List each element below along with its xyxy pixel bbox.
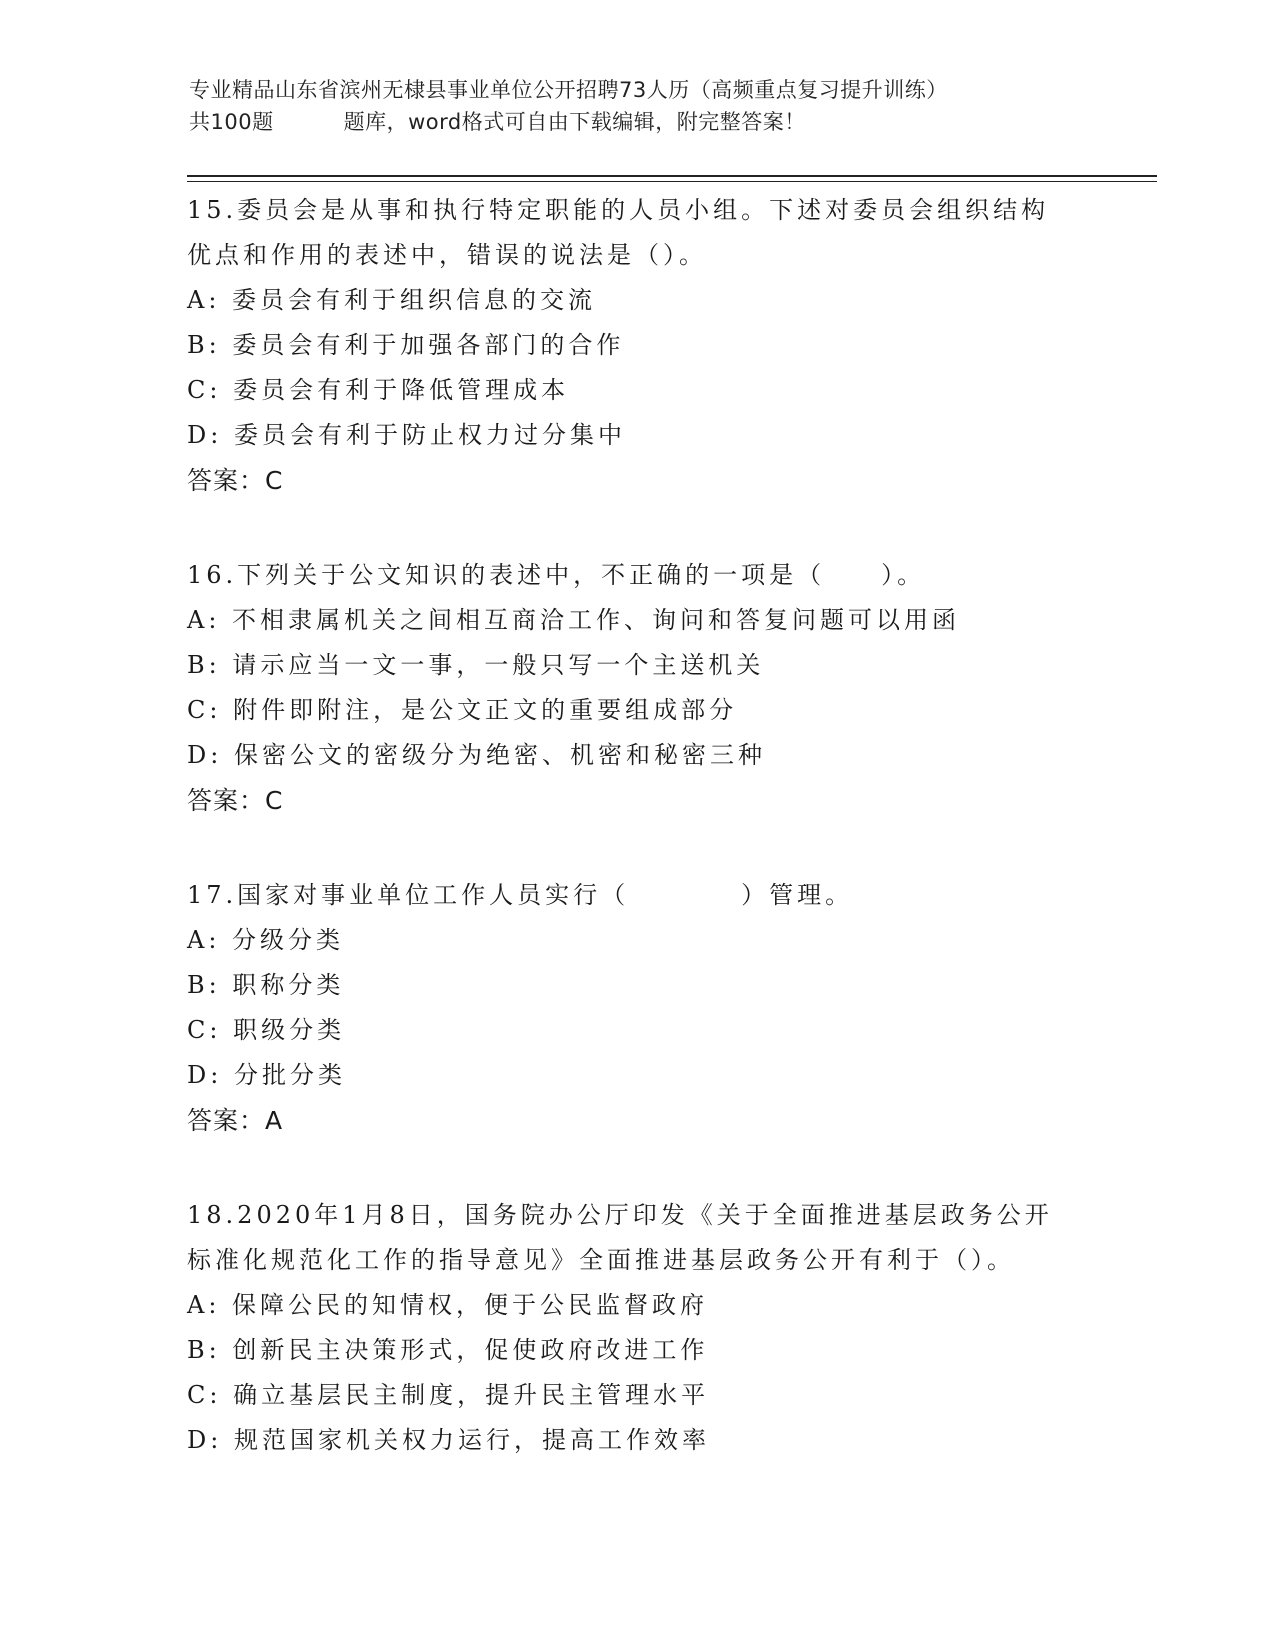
header-title-line: 专业精品山东省滨州无棣县事业单位公开招聘73人历（高频重点复习提升训练） — [189, 78, 948, 102]
question-item — [187, 873, 1107, 1143]
option-c: C: 附件即附注，是公文正文的重要组成部分 — [187, 696, 738, 724]
option-d: D: 分批分类 — [187, 1061, 346, 1089]
option-a: A: 委员会有利于组织信息的交流 — [187, 286, 597, 314]
header-divider-thin — [187, 181, 1157, 182]
question-item — [187, 553, 1107, 823]
answer-line: 答案：C — [187, 786, 284, 815]
option-c: C: 委员会有利于降低管理成本 — [187, 376, 570, 404]
option-b: B: 委员会有利于加强各部门的合作 — [187, 331, 625, 359]
question-item — [187, 1193, 1107, 1463]
option-d: D: 规范国家机关权力运行，提高工作效率 — [187, 1426, 710, 1454]
question-text-line: 17.国家对事业单位工作人员实行（ ）管理。 — [187, 881, 854, 909]
header-note: 题库，word格式可自由下载编辑，附完整答案！ — [343, 110, 806, 134]
question-text-line: 18.2020年1月8日，国务院办公厅印发《关于全面推进基层政务公开 — [187, 1201, 1053, 1229]
answer-line: 答案：A — [187, 1106, 284, 1135]
option-c: C: 确立基层民主制度，提升民主管理水平 — [187, 1381, 710, 1409]
option-c: C: 职级分类 — [187, 1016, 346, 1044]
option-d: D: 保密公文的密级分为绝密、机密和秘密三种 — [187, 741, 766, 769]
header-divider — [187, 175, 1157, 177]
question-text-line: 16.下列关于公文知识的表述中，不正确的一项是（ ）。 — [187, 561, 926, 589]
option-d: D: 委员会有利于防止权力过分集中 — [187, 421, 626, 449]
answer-line: 答案：C — [187, 466, 284, 495]
option-a: A: 不相隶属机关之间相互商洽工作、询问和答复问题可以用函 — [187, 606, 961, 634]
question-text-line: 标准化规范化工作的指导意见》全面推进基层政务公开有利于（）。 — [187, 1246, 1015, 1274]
header-count: 共100题 — [189, 110, 274, 134]
option-b: B: 创新民主决策形式，促使政府改进工作 — [187, 1336, 709, 1364]
question-text-line: 优点和作用的表述中，错误的说法是（）。 — [187, 241, 707, 269]
header-subtitle-line — [189, 106, 1089, 138]
option-a: A: 分级分类 — [187, 926, 345, 954]
option-b: B: 请示应当一文一事，一般只写一个主送机关 — [187, 651, 765, 679]
document-header — [189, 74, 1089, 138]
question-text-line: 15.委员会是从事和执行特定职能的人员小组。下述对委员会组织结构 — [187, 196, 1050, 224]
question-list — [187, 188, 1107, 1463]
option-a: A: 保障公民的知情权，便于公民监督政府 — [187, 1291, 709, 1319]
question-item — [187, 188, 1107, 503]
option-b: B: 职称分类 — [187, 971, 345, 999]
